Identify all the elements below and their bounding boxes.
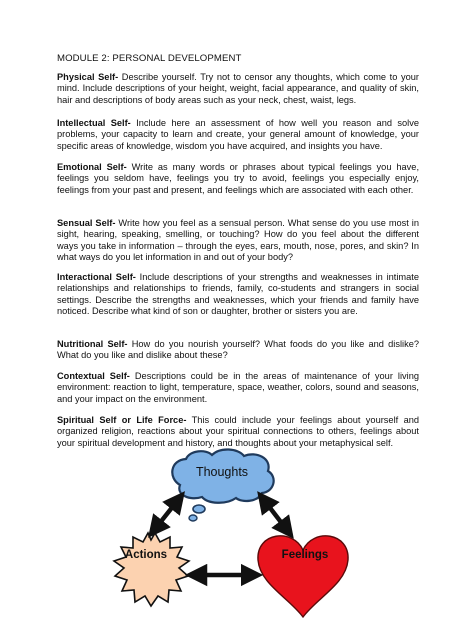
actions-starburst-icon — [114, 533, 189, 606]
section-sensual-self — [57, 218, 419, 264]
section-body: Descriptions could be in the areas of maintenance of your living environment: reaction to light, temperature, space, weather, colors, sound and seasons, and your impact on the environment. — [57, 371, 419, 404]
section-body: How do you nourish yourself? What foods do you like and dislike? What do you like and dislike about these? — [57, 339, 419, 361]
section-heading: Physical Self- — [57, 72, 119, 82]
arrow-thoughts-actions — [155, 500, 178, 529]
section-body: Write how you feel as a sensual person. What sense do you use most in sight, hearing, speaking, smelling, or touching? How do you feel about the different ways you take in information – through the eyes, ears, mouth, nose, pores, and skin? In what ways do you let information in and out of your body? — [57, 218, 420, 263]
section-physical-self — [57, 72, 419, 106]
feelings-label: Feelings — [281, 549, 329, 561]
section-body: This could include your feelings about yourself and organized religion, reactions about your spiritual connections to others, feelings about your spiritual development and history, and thoughts about your metaphysical self. — [57, 415, 420, 448]
section-emotional-self — [57, 162, 419, 196]
section-intellectual-self — [57, 118, 419, 152]
section-contextual-self — [57, 371, 419, 405]
section-body: Write as many words or phrases about typical feelings you have, feelings you seldom have, feelings you try to avoid, feelings you especially enjoy, feelings from your past and present, and feelings which are associated with each other. — [57, 162, 420, 195]
module-title: MODULE 2: PERSONAL DEVELOPMENT — [57, 53, 242, 64]
section-heading: Emotional Self- — [57, 162, 127, 172]
section-body: Include here an assessment of how well you reason and solve problems, your capacity to learn and create, your general amount of knowledge, your specific areas of knowledge, wisdom you have acquired, and insights you have. — [57, 118, 419, 151]
section-body: Include descriptions of your strengths and weaknesses in intimate relationships and relationships to friends, family, co-students and strangers in social settings. Describe the strengths and weaknesses, which your friends and family have noticed. Describe what kind of son or daughter, brother or sisters you are. — [57, 272, 419, 317]
section-body: Describe yourself. Try not to censor any thoughts, which come to your mind. Include descriptions of your height, weight, facial appearance, and quality of skin, hair and descriptions of body areas such as your neck, chest, waist, legs. — [57, 72, 419, 105]
thoughts-label: Thoughts — [195, 465, 249, 479]
section-heading: Contextual Self- — [57, 371, 130, 381]
section-heading: Spiritual Self or Life Force- — [57, 415, 187, 425]
section-heading: Sensual Self- — [57, 218, 116, 228]
section-nutritional-self — [57, 339, 419, 362]
actions-label: Actions — [124, 549, 168, 561]
thought-cloud-icon — [172, 449, 273, 521]
thoughts-actions-feelings-diagram — [0, 448, 474, 632]
arrow-thoughts-feelings — [264, 500, 287, 530]
section-heading: Interactional Self- — [57, 272, 136, 282]
section-heading: Nutritional Self- — [57, 339, 128, 349]
section-interactional-self — [57, 272, 419, 318]
section-heading: Intellectual Self- — [57, 118, 131, 128]
section-spiritual-self — [57, 415, 419, 449]
